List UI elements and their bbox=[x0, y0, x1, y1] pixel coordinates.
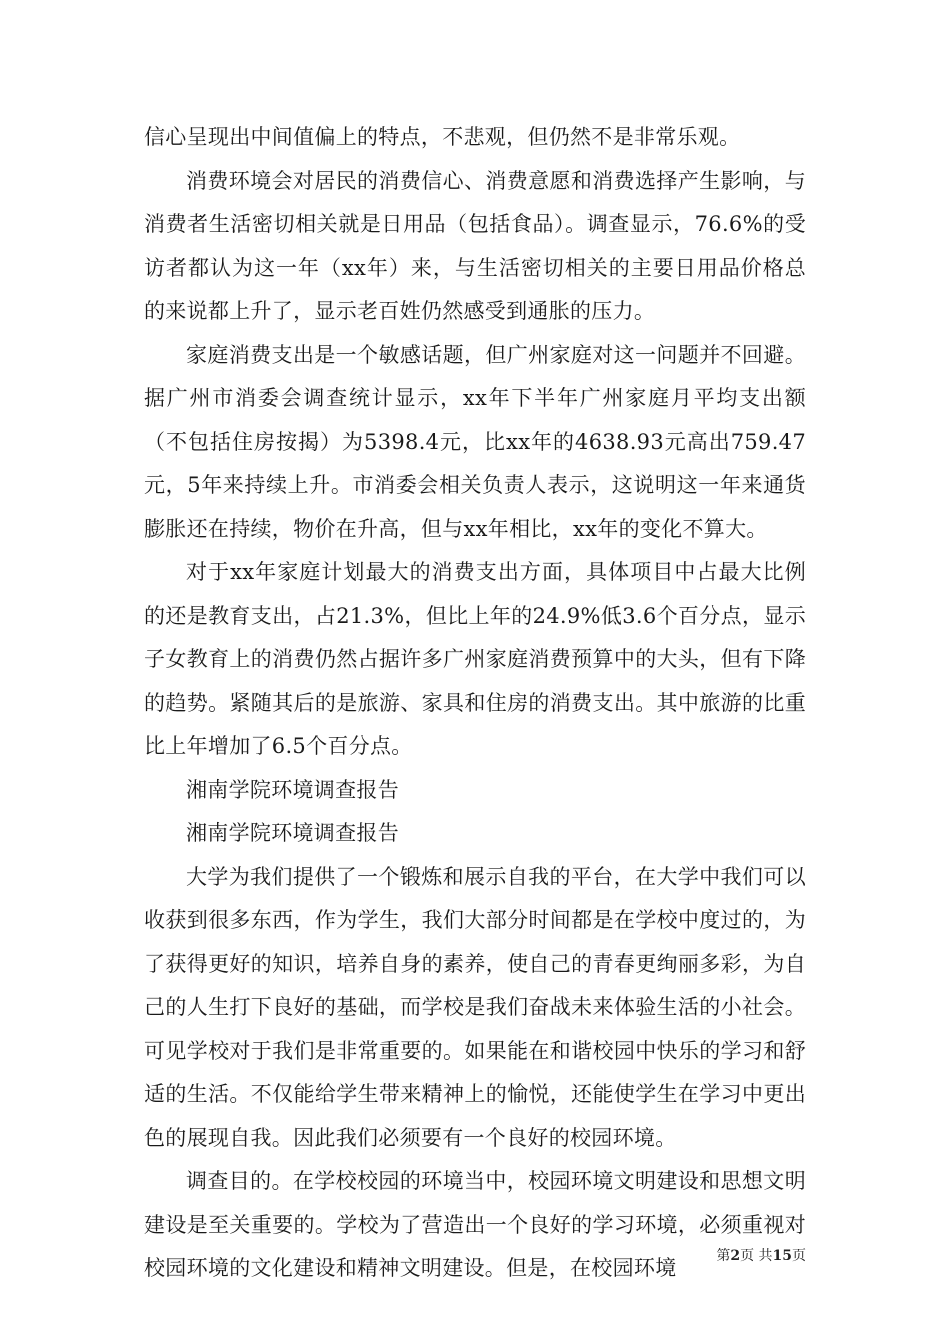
page-middle: 页 共 bbox=[740, 1248, 773, 1264]
current-page: 2 bbox=[730, 1248, 741, 1264]
paragraph-6: 调查目的。在学校校园的环境当中，校园环境文明建设和思想文明建设是至关重要的。学校为了营造出一个良好的学习环境，必须重视对校园环境的文化建设和精神文明建设。但是，在校园环境 bbox=[144, 1169, 806, 1280]
paragraph-1: 信心呈现出中间值偏上的特点，不悲观，但仍然不是非常乐观。 bbox=[144, 125, 741, 149]
page-suffix: 页 bbox=[792, 1248, 806, 1264]
page-number bbox=[716, 1245, 806, 1265]
paragraph-4: 对于xx年家庭计划最大的消费支出方面，具体项目中占最大比例的还是教育支出，占21.3%，但比上年的24.9%低3.6个百分点，显示子女教育上的消费仍然占据许多广州家庭消费预算中的大头，但有下降的趋势。紧随其后的是旅游、家具和住房的消费支出。其中旅游的比重比上年增加了6.5个百分点。 bbox=[144, 560, 806, 758]
page-prefix: 第 bbox=[716, 1248, 731, 1264]
document-body bbox=[144, 116, 806, 1291]
paragraph-3: 家庭消费支出是一个敏感话题，但广州家庭对这一问题并不回避。据广州市消委会调查统计显示，xx年下半年广州家庭月平均支出额（不包括住房按揭）为5398.4元，比xx年的4638.93元高出759.47元，5年来持续上升。市消委会相关负责人表示，这说明这一年来通货膨胀还在持续，物价在升高，但与xx年相比，xx年的变化不算大。 bbox=[144, 342, 806, 541]
section-heading-1: 湘南学院环境调查报告 bbox=[186, 777, 399, 802]
paragraph-5: 大学为我们提供了一个锻炼和展示自我的平台，在大学中我们可以收获到很多东西，作为学生，我们大部分时间都是在学校中度过的，为了获得更好的知识，培养自身的素养，使自己的青春更绚丽多彩，为自己的人生打下良好的基础，而学校是我们奋战未来体验生活的小社会。可见学校对于我们是非常重要的。如果能在和谐校园中快乐的学习和舒适的生活。不仅能给学生带来精神上的愉悦，还能使学生在学习中更出色的展现自我。因此我们必须要有一个良好的校园环境。 bbox=[144, 864, 806, 1150]
paragraph-2: 消费环境会对居民的消费信心、消费意愿和消费选择产生影响，与消费者生活密切相关就是日用品（包括食品）。调查显示，76.6%的受访者都认为这一年（xx年）来，与生活密切相关的主要日用品价格总的来说都上升了，显示老百姓仍然感受到通胀的压力。 bbox=[144, 168, 806, 323]
total-pages: 15 bbox=[772, 1248, 792, 1264]
section-heading-2: 湘南学院环境调查报告 bbox=[186, 821, 399, 845]
